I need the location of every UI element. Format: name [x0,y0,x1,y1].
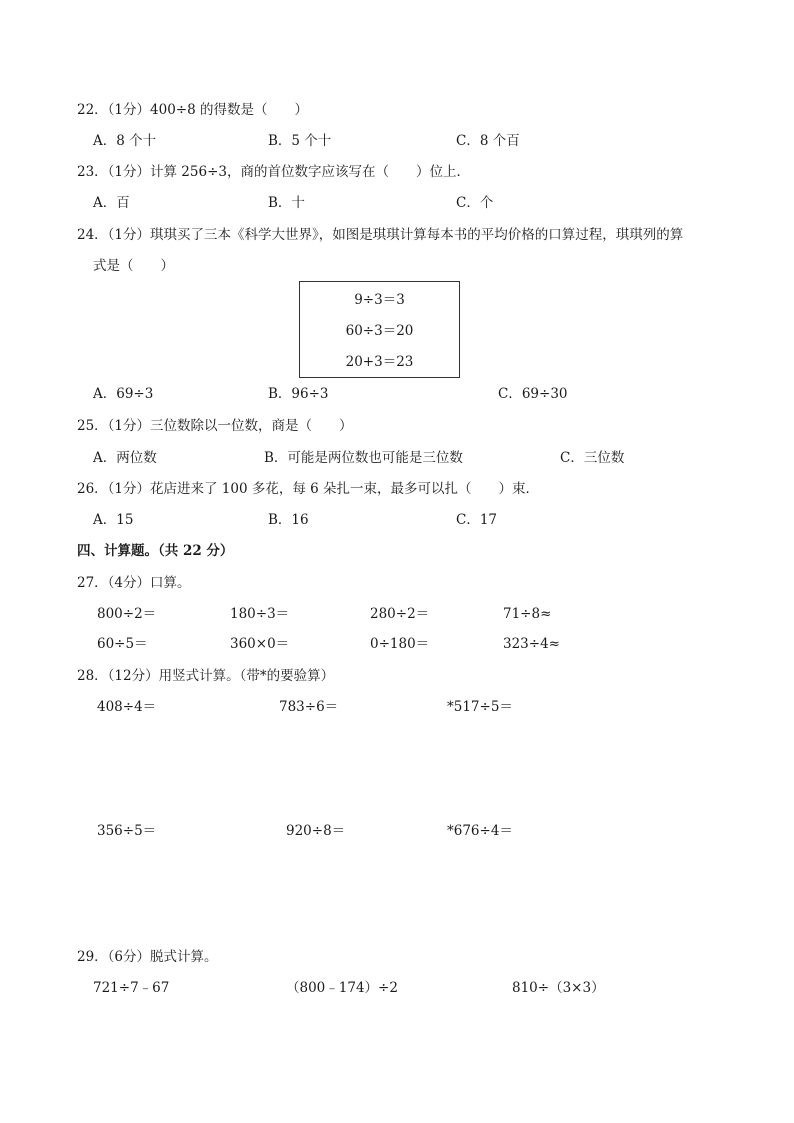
q27-item-5: 60÷5＝ [97,636,148,652]
question-25-option-c: C．三位数 [560,450,625,466]
question-23-option-a: A．百 [93,195,130,211]
question-24-option-c: C．69÷30 [498,386,568,402]
q28-item-5: 920÷8＝ [286,823,346,839]
calc-box-line-1: 9÷3＝3 [354,292,405,308]
question-26-option-b: B．16 [268,512,309,528]
mental-calculation-box [299,281,460,378]
question-25-stem: 25．（1分）三位数除以一位数，商是（ ） [77,418,353,434]
question-27-stem: 27．（4分）口算。 [77,575,191,591]
q29-item-1: 721÷7﹣67 [93,980,170,996]
question-24-stem-line-1: 24．（1分）琪琪买了三本《科学大世界》，如图是琪琪计算每本书的平均价格的口算过程，琪琪列的算 [77,227,684,243]
question-23-stem: 23．（1分）计算 256÷3，商的首位数字应该写在（ ）位上． [77,164,470,180]
calc-box-line-2: 60÷3＝20 [345,323,414,339]
q27-item-2: 180÷3＝ [230,606,290,622]
q28-item-3: *517÷5＝ [447,699,513,715]
question-28-stem: 28．（12分）用竖式计算。（带*的要验算） [77,668,335,684]
calc-box-line-3: 20+3＝23 [345,354,414,370]
question-24-option-b: B．96÷3 [268,386,329,402]
question-29-stem: 29．（6分）脱式计算。 [77,949,218,965]
q28-item-6: *676÷4＝ [447,823,513,839]
question-22-option-c: C．8 个百 [456,133,520,149]
question-25-option-a: A．两位数 [93,450,157,466]
q29-item-2: （800﹣174）÷2 [286,980,398,996]
q27-item-1: 800÷2＝ [97,606,157,622]
section-4-heading: 四、计算题。（共 22 分） [77,543,234,559]
question-23-option-b: B．十 [268,195,305,211]
q27-item-4: 71÷8≈ [503,606,552,622]
question-26-option-a: A．15 [93,512,134,528]
q27-item-6: 360×0＝ [230,636,290,652]
question-22-option-a: A．8 个十 [93,133,157,149]
question-26-stem: 26．（1分）花店进来了 100 多花，每 6 朵扎一束，最多可以扎（ ）束． [77,481,540,497]
question-24-stem-line-2: 式是（ ） [93,258,174,274]
q29-item-3: 810÷（3×3） [512,980,605,996]
q27-item-3: 280÷2＝ [370,606,430,622]
question-22-option-b: B．5 个十 [268,133,332,149]
q28-item-2: 783÷6＝ [279,699,339,715]
question-23-option-c: C．个 [456,195,494,211]
q27-item-7: 0÷180＝ [370,636,430,652]
q28-item-4: 356÷5＝ [97,823,157,839]
q27-item-8: 323÷4≈ [503,636,560,652]
question-26-option-c: C．17 [456,512,498,528]
question-22-stem: 22．（1分）400÷8 的得数是（ ） [77,102,308,118]
q28-item-1: 408÷4＝ [97,699,157,715]
question-25-option-b: B．可能是两位数也可能是三位数 [264,450,463,466]
question-24-option-a: A．69÷3 [93,386,154,402]
